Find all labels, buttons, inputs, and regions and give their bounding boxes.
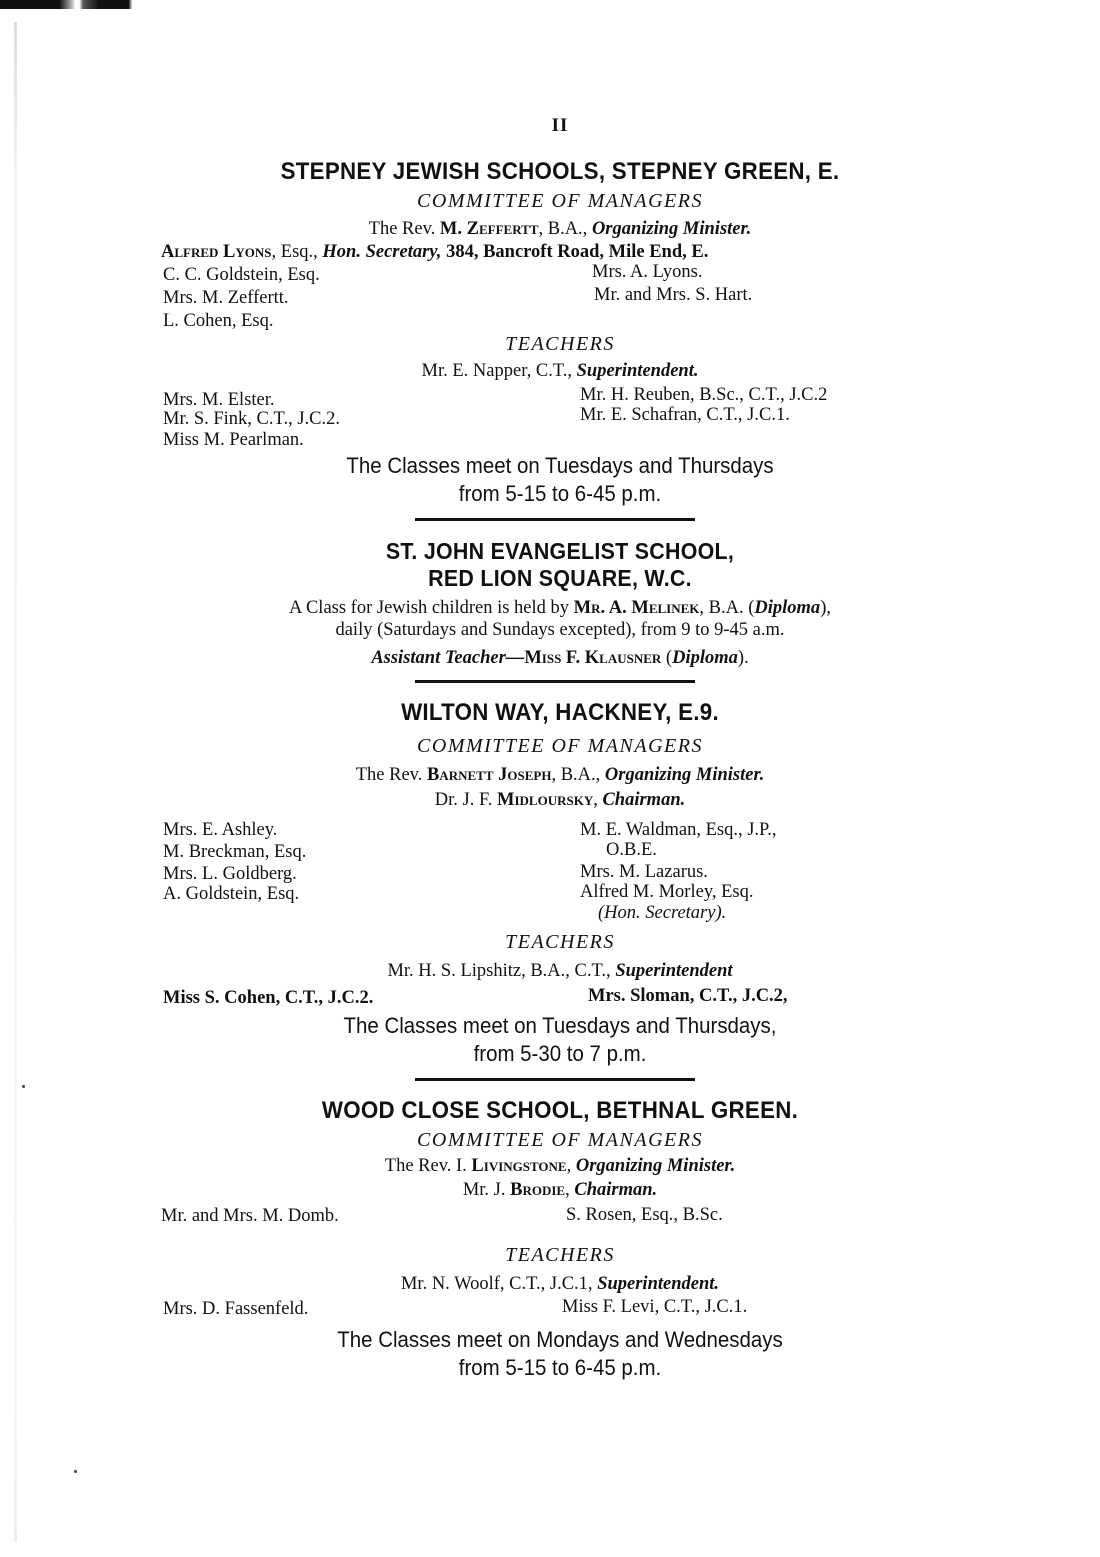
teacher: Mrs. M. Elster. <box>163 390 275 410</box>
section-title-st-john: ST. JOHN EVANGELIST SCHOOL, <box>385 538 735 564</box>
member-honours: O.B.E. <box>606 840 657 860</box>
member: Mr. and Mrs. M. Domb. <box>161 1206 339 1226</box>
member: Mrs. M. Lazarus. <box>580 862 708 882</box>
meeting-times: from 5-15 to 6-45 p.m. <box>458 1355 662 1380</box>
member: M. Breckman, Esq. <box>163 842 307 862</box>
section-divider <box>415 680 695 683</box>
member: C. C. Goldstein, Esq. <box>163 265 320 285</box>
member: Mrs. E. Ashley. <box>163 820 278 840</box>
class-schedule: daily (Saturdays and Sundays excepted), from 9 to 9-45 a.m. <box>335 620 785 640</box>
member: A. Goldstein, Esq. <box>163 884 300 904</box>
section-subtitle-red-lion: RED LION SQUARE, W.C. <box>428 565 692 591</box>
scan-speck <box>22 1085 25 1088</box>
teacher: Miss M. Pearlman. <box>163 430 304 450</box>
chairman: Mr. J. Brodie, Chairman. <box>462 1180 658 1200</box>
meeting-days: The Classes meet on Tuesdays and Thursdays, <box>343 1013 777 1038</box>
member: S. Rosen, Esq., B.Sc. <box>566 1205 723 1225</box>
superintendent: Mr. E. Napper, C.T., Superintendent. <box>421 361 699 381</box>
meeting-times: from 5-15 to 6-45 p.m. <box>458 481 662 506</box>
member: Mr. and Mrs. S. Hart. <box>594 285 753 305</box>
section-title-wood-close: WOOD CLOSE SCHOOL, BETHNAL GREEN. <box>321 1097 799 1124</box>
chairman: Dr. J. F. Midloursky, Chairman. <box>434 790 686 810</box>
meeting-days: The Classes meet on Mondays and Wednesdays <box>337 1327 783 1352</box>
superintendent: Mr. N. Woolf, C.T., J.C.1, Superintendent. <box>400 1274 720 1294</box>
member: M. E. Waldman, Esq., J.P., <box>580 820 777 840</box>
member: Mrs. L. Goldberg. <box>163 864 297 884</box>
teacher: Mr. S. Fink, C.T., J.C.2. <box>163 409 340 429</box>
teacher: Mrs. D. Fassenfeld. <box>163 1299 309 1319</box>
superintendent: Mr. H. S. Lipshitz, B.A., C.T., Superintendent <box>387 961 733 981</box>
scan-speck <box>74 1470 77 1473</box>
member-role: (Hon. Secretary). <box>598 903 727 923</box>
teacher: Miss S. Cohen, C.T., J.C.2. <box>163 988 374 1008</box>
section-title-wilton-way: WILTON WAY, HACKNEY, E.9. <box>401 699 719 726</box>
teachers-heading: TEACHERS <box>505 333 615 355</box>
organizing-minister: The Rev. I. Livingstone, Organizing Minister. <box>384 1156 736 1176</box>
teachers-heading: TEACHERS <box>505 931 615 953</box>
organizing-minister: The Rev. M. Zeffertt, B.A., Organizing Minister. <box>368 219 752 239</box>
scan-artifact-bar <box>0 0 198 9</box>
teacher: Mr. E. Schafran, C.T., J.C.1. <box>580 405 790 425</box>
section-divider <box>415 1078 695 1081</box>
meeting-times: from 5-30 to 7 p.m. <box>473 1041 647 1066</box>
member: L. Cohen, Esq. <box>163 311 274 331</box>
teacher: Mr. H. Reuben, B.Sc., C.T., J.C.2 <box>580 385 828 405</box>
hon-secretary-line: Alfred Lyons, Esq., Hon. Secretary, 384, Bancroft Road, Mile End, E. <box>161 242 709 262</box>
assistant-teacher: Assistant Teacher—Miss F. Klausner (Diploma). <box>371 648 749 668</box>
committee-heading: COMMITTEE OF MANAGERS <box>417 190 703 212</box>
teacher: Mrs. Sloman, C.T., J.C.2, <box>588 986 788 1006</box>
organizing-minister: The Rev. Barnett Joseph, B.A., Organizing Minister. <box>355 765 765 785</box>
committee-heading: COMMITTEE OF MANAGERS <box>417 735 703 757</box>
section-divider <box>415 518 695 521</box>
member: Mrs. M. Zeffertt. <box>163 288 289 308</box>
member: Alfred M. Morley, Esq. <box>580 882 754 902</box>
member: Mrs. A. Lyons. <box>592 262 703 282</box>
page-number: II <box>551 115 569 136</box>
teachers-heading: TEACHERS <box>505 1244 615 1266</box>
teacher: Miss F. Levi, C.T., J.C.1. <box>562 1297 748 1317</box>
class-description: A Class for Jewish children is held by Mr. A. Melinek, B.A. (Diploma), <box>289 598 831 618</box>
section-title-stepney: STEPNEY JEWISH SCHOOLS, STEPNEY GREEN, E. <box>280 158 840 185</box>
committee-heading: COMMITTEE OF MANAGERS <box>417 1129 703 1151</box>
meeting-days: The Classes meet on Tuesdays and Thursdays <box>346 453 774 478</box>
